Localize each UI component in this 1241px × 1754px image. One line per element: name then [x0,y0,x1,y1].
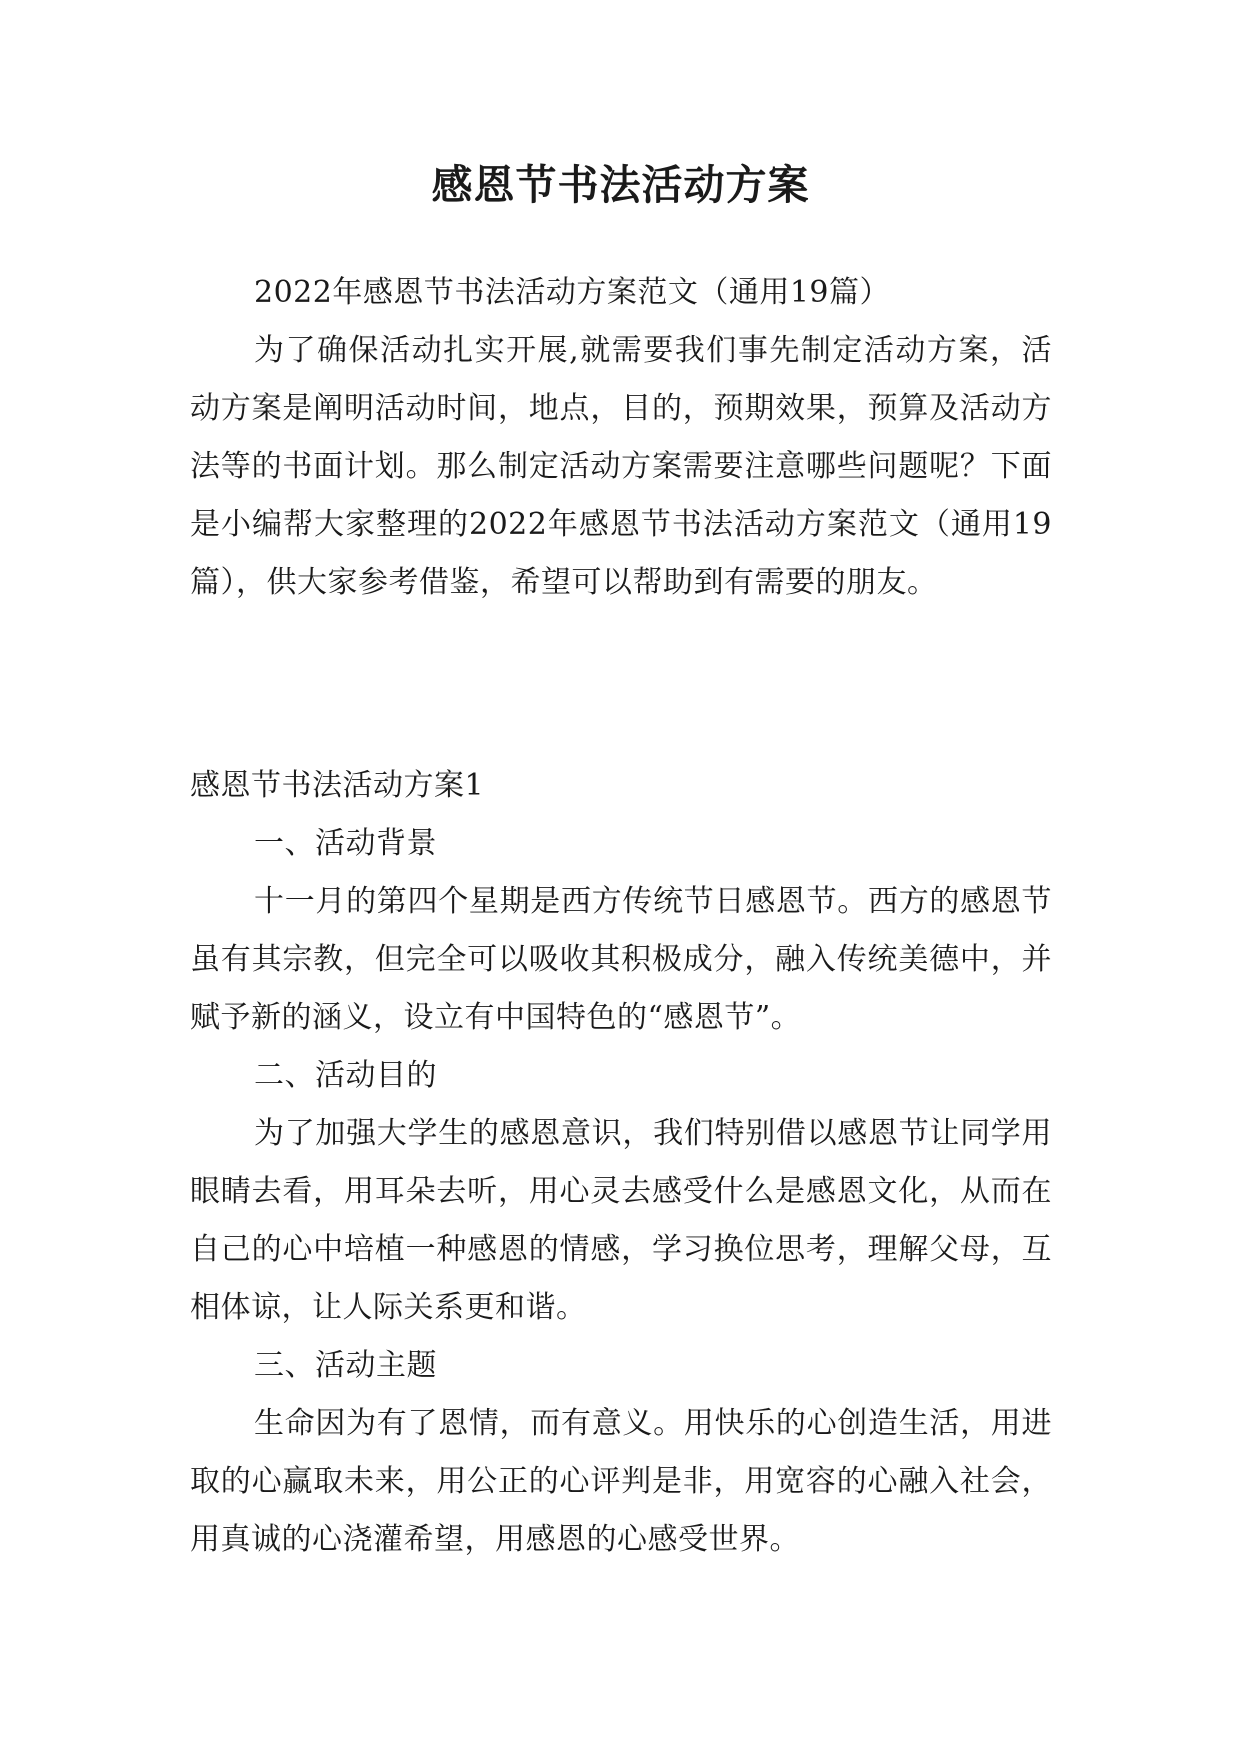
document-subtitle: 2022年感恩节书法活动方案范文（通用19篇） [254,275,891,310]
goal-heading: 二、活动目的 [254,1058,437,1093]
intro-paragraph: 为了确保活动扎实开展,就需要我们事先制定活动方案，活动方案是阐明活动时间，地点，目的，预期效果，预算及活动方法等的书面计划。那么制定活动方案需要注意哪些问题呢？下面是小编帮大家整理的2022年感恩节书法活动方案范文（通用19篇），供大家参考借鉴，希望可以帮助到有需要的朋友。 [190,333,1052,600]
goal-paragraph: 为了加强大学生的感恩意识，我们特别借以感恩节让同学用眼睛去看，用耳朵去听，用心灵去感受什么是感恩文化，从而在自己的心中培植一种感恩的情感，学习换位思考，理解父母，互相体谅，让人际关系更和谐。 [190,1116,1052,1325]
background-heading: 一、活动背景 [254,826,437,861]
theme-paragraph: 生命因为有了恩情，而有意义。用快乐的心创造生活，用进取的心赢取未来，用公正的心评判是非，用宽容的心融入社会，用真诚的心浇灌希望，用感恩的心感受世界。 [190,1406,1052,1557]
document-title: 感恩节书法活动方案 [431,161,810,209]
background-paragraph: 十一月的第四个星期是西方传统节日感恩节。西方的感恩节虽有其宗教，但完全可以吸收其积极成分，融入传统美德中，并赋予新的涵义，设立有中国特色的“感恩节”。 [190,884,1052,1035]
section-heading: 感恩节书法活动方案1 [190,768,485,803]
theme-heading: 三、活动主题 [254,1348,437,1383]
